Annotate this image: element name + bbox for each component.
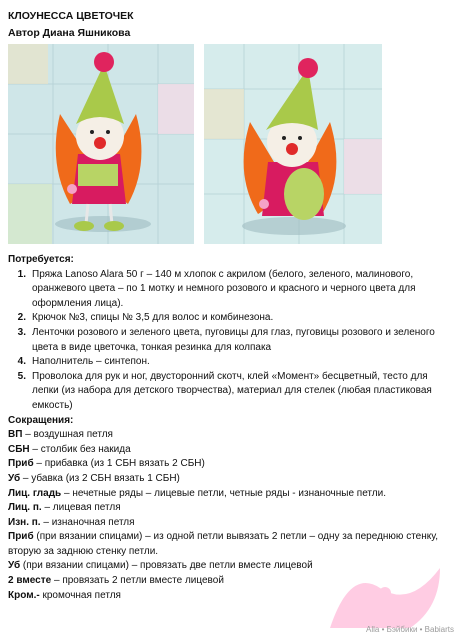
abbreviation-definition: – столбик без накида xyxy=(29,443,131,455)
materials-item-text: Наполнитель – синтепон. xyxy=(32,356,150,368)
abbreviation-item xyxy=(8,501,452,516)
materials-item-number: 3. xyxy=(17,326,26,338)
materials-item-text: Крючок №3, спицы № 3,5 для волос и комбинезона. xyxy=(32,312,274,324)
document-author: Автор Диана Яшникова xyxy=(8,27,131,39)
abbreviation-term: Приб xyxy=(8,458,34,470)
clown-doll-photo-angle xyxy=(204,44,382,244)
abbreviation-definition: – прибавка (из 1 СБН вязать 2 СБН) xyxy=(33,458,205,470)
abbreviation-definition: – нечетные ряды – лицевые петли, четные ряды - изнаночные петли. xyxy=(61,487,386,499)
materials-heading: Потребуется: xyxy=(8,254,74,265)
materials-item xyxy=(8,268,452,312)
abbreviation-term: Уб xyxy=(8,560,21,572)
abbreviation-term: СБН xyxy=(8,443,30,455)
materials-item xyxy=(8,326,452,355)
abbreviation-definition: – изнаночная петля xyxy=(40,516,135,528)
abbreviation-definition: (при вязании спицами) – провязать две петли вместе лицевой xyxy=(20,560,313,572)
materials-item-number: 4. xyxy=(17,356,26,368)
abbreviation-term: Уб xyxy=(8,472,21,484)
abbreviation-term: Лиц. гладь xyxy=(8,487,62,499)
abbreviation-definition: – лицевая петля xyxy=(41,502,121,514)
materials-item-number: 5. xyxy=(17,370,26,382)
materials-item xyxy=(8,355,452,370)
abbreviation-term: Приб xyxy=(8,531,34,543)
document-title: КЛОУНЕССА ЦВЕТОЧЕК xyxy=(8,10,134,22)
abbreviation-term: ВП xyxy=(8,429,23,441)
abbreviation-term: Кром.- xyxy=(8,589,40,601)
abbreviation-item xyxy=(8,487,452,502)
materials-item xyxy=(8,370,452,414)
materials-item xyxy=(8,311,452,326)
materials-item-number: 2. xyxy=(17,312,26,324)
abbreviation-definition: – провязать 2 петли вместе лицевой xyxy=(51,575,224,587)
abbreviation-item xyxy=(8,428,452,443)
abbreviation-item xyxy=(8,516,452,531)
abbreviation-item xyxy=(8,443,452,458)
abbreviations-heading: Сокращения: xyxy=(8,414,74,426)
abbreviation-term: 2 вместе xyxy=(8,575,52,587)
clown-doll-photo-front xyxy=(8,44,194,244)
materials-item-text: Пряжа Lanoso Alara 50 г – 140 м хлопок с акрилом (белого, зеленого, малинового, оранжевого цвета – по 1 мотку и немного розового и красного и черного цвета для оформления лица). xyxy=(32,268,416,309)
materials-list xyxy=(8,268,452,414)
abbreviation-definition: – убавка (из 2 СБН вязать 1 СБН) xyxy=(20,472,180,484)
abbreviation-definition: – воздушная петля xyxy=(22,429,113,441)
abbreviation-definition: кромочная петля xyxy=(39,589,121,601)
materials-item-text: Ленточки розового и зеленого цвета, пуговицы для глаз, пуговицы розового и зеленого цвета в виде цветочка, тонкая резинка для колпака xyxy=(32,326,435,353)
abbreviation-definition: (при вязании спицами) – из одной петли вывязать 2 петли – одну за переднюю стенку, вторую за заднюю стенку петли. xyxy=(8,531,439,557)
materials-item-text: Проволока для рук и ног, двусторонний скотч, клей «Момент» бесцветный, тесто для лепки (из набора для детского творчества), материал для стелек (любая пластиковая емкость) xyxy=(32,370,432,411)
abbreviation-term: Лиц. п. xyxy=(8,502,42,514)
abbreviation-item xyxy=(8,457,452,472)
watermark-text: Alla • Бэйбики • Babiarts xyxy=(366,625,454,634)
abbreviation-term: Изн. п. xyxy=(8,516,41,528)
materials-item-number: 1. xyxy=(17,268,26,280)
abbreviation-item xyxy=(8,472,452,487)
